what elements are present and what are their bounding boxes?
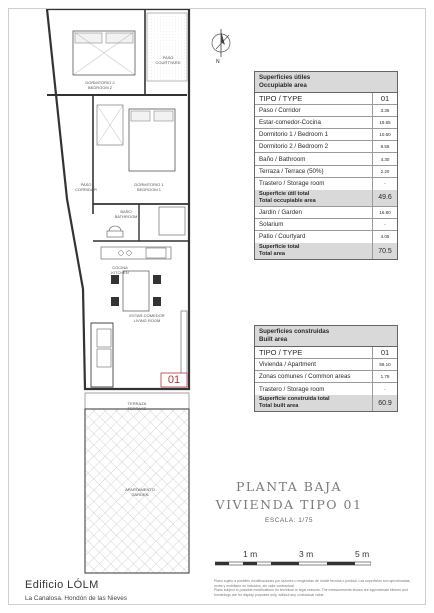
occupiable-area-table [254,71,398,260]
unit-number: 01 [167,374,181,386]
occupiable-area-label: Dormitorio 1 / Bedroom 1 [255,129,373,140]
occupiable-area-value: 2.20 [380,168,390,174]
occupiable-area-label: Terraza / Terrace (50%) [255,166,373,177]
occupiable-extra-row [255,219,397,231]
occupiable-area-row [255,141,397,153]
compass-letter: N [216,59,220,65]
built-area-table [254,325,398,412]
courtyard-area [147,13,187,81]
plan-title-unit: VIVIENDA TIPO 01 [215,497,363,512]
occupiable-extra-value: 4.05 [380,234,390,240]
occupiable-extra-label: Solarium [255,219,373,230]
floorplan-sheet [8,8,426,605]
built-area-value: 1.79 [380,374,390,380]
room-label-living: ESTAR-COMEDOR LIVING ROOM [129,313,165,323]
built-area-label: Vivienda / Apartment [255,359,373,370]
occupiable-area-value: 9.55 [380,144,390,150]
built-area-label: Trastero / Storage room [255,383,373,395]
occupiable-area-row [255,153,397,165]
room-label-bathroom: BAÑO BATHROOM [114,209,138,219]
built-table-header: Superficies construidas Built area [255,326,397,347]
room-label-bedroom-1: DORMITORIO 1 BEDROOM 1 [134,182,164,192]
built-column-header: TIPO / TYPE 01 [255,347,397,359]
disclaimer: Plano sujeto a posibles modificaciones por razones o exigencias de índole técnica o jurídica. Las superficies son aproximadas, ocres y mobiliario no incluidos, sin valor contractual. Plans subject to possible modifications for technical or legal reasons. The measurements shown are approximate kitchen and furnishings are for display purposes only, without any contractual value. [214,579,411,597]
address: La Canalosa. Hondón de las Nieves [25,595,127,602]
occupiable-area-row [255,166,397,178]
occupiable-area-value: 19.65 [379,120,391,126]
occupiable-area-row [255,117,397,129]
occupiable-area-row [255,105,397,117]
room-label-courtyard: PASO COURTYARD [155,55,181,65]
occupiable-extra-row [255,207,397,219]
built-area-label: Zonas comunes / Common areas [255,371,373,382]
occupiable-column-header: TIPO / TYPE 01 [255,93,397,105]
room-label-corridor: PASO CORRIDOR [75,182,97,192]
scale-tick-5m: 5 m [355,549,370,559]
built-area-row [255,359,397,371]
tv-unit [181,311,187,381]
room-label-kitchen: COCINA KITCHEN [111,265,129,275]
room-label-garden: APARTAMENTO GARDEN [125,487,155,497]
scale-tick-3m: 3 m [299,549,314,559]
occupiable-extra-label: Jardín / Garden [255,207,373,218]
built-area-value: - [384,386,386,392]
occupiable-area-value: 4.30 [380,156,390,162]
occupiable-table-header: Superficies útiles Occupiable area [255,72,397,93]
occupiable-area-label: Estar-comedor-Cocina [255,117,373,128]
occupiable-area-value: - [384,181,386,187]
built-area-row [255,383,397,395]
occupiable-area-label: Trastero / Storage room [255,178,373,190]
occupiable-area-value: 3.35 [380,108,390,114]
built-area-row [255,371,397,383]
occupiable-area-row [255,178,397,190]
occupiable-subtotal-row: Superficie útil total Total occupiable area 49.6 [255,190,397,207]
north-arrow-icon [207,23,247,73]
occupiable-area-row [255,129,397,141]
floor-plan-drawing [9,9,209,574]
occupiable-extra-row [255,231,397,243]
scale-label: ESCALA: 1/75 [265,517,313,524]
room-label-bedroom-2: DORMITORIO 2 BEDROOM 2 [85,80,115,90]
occupiable-total-row: Superficie total Total area 70.5 [255,243,397,259]
occupiable-area-value: 10.60 [379,132,391,138]
occupiable-extra-value: - [384,221,386,227]
plan-title-floor: PLANTA BAJA [235,479,343,494]
shower [159,207,185,235]
room-label-terrace: TERRAZA TERRACE [127,401,147,411]
occupiable-area-label: Paso / Corridor [255,105,373,116]
occupiable-extra-label: Patio / Courtyard [255,231,373,243]
built-total-row: Superficie construida total Total built area 60.9 [255,395,397,411]
occupiable-extra-value: 16.80 [379,209,391,215]
occupiable-area-label: Baño / Bathroom [255,153,373,164]
built-area-value: 59.10 [379,362,391,368]
brand-name: Edificio LÓLM [25,579,99,591]
scale-bar [215,549,371,569]
occupiable-area-label: Dormitorio 2 / Bedroom 2 [255,141,373,152]
dining-table [123,271,149,311]
scale-tick-1m: 1 m [243,549,258,559]
